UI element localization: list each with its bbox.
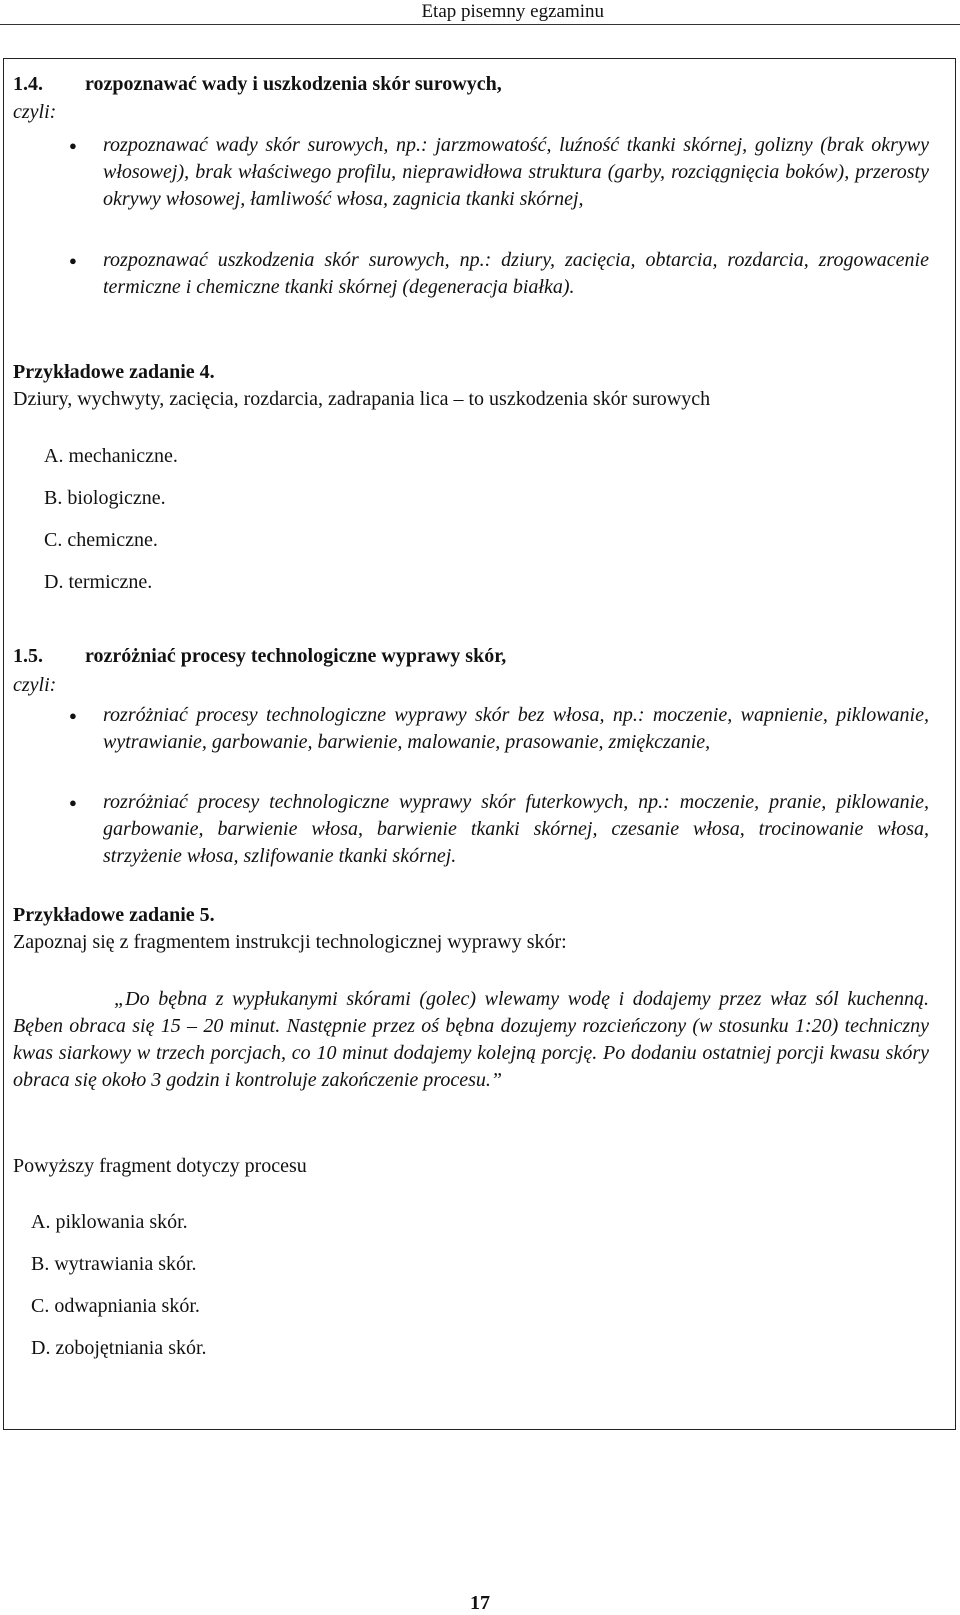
task-title: Przykładowe zadanie 4. — [13, 361, 215, 383]
answer-option — [44, 485, 166, 512]
option-letter: A. — [31, 1211, 51, 1233]
section-number: 1.5. — [13, 645, 43, 667]
answer-option — [31, 1251, 197, 1278]
option-text: chemiczne. — [67, 529, 158, 551]
bullet-icon: ● — [69, 138, 77, 153]
section-title: rozpoznawać wady i uszkodzenia skór surowych, — [85, 73, 502, 95]
bullet-icon: ● — [69, 795, 77, 810]
option-text: mechaniczne. — [68, 445, 178, 467]
answer-option — [31, 1293, 200, 1320]
option-letter: C. — [44, 529, 63, 551]
option-letter: B. — [31, 1253, 50, 1275]
bullet-text: rozpoznawać uszkodzenia skór surowych, np.: dziury, zacięcia, obtarcia, rozdarcia, zrogowacenie termiczne i chemiczne tkanki skórnej (degeneracja białka). — [103, 249, 929, 298]
bullet-icon: ● — [69, 708, 77, 723]
answer-option — [31, 1335, 207, 1362]
option-text: piklowania skór. — [55, 1211, 188, 1233]
option-text: termiczne. — [68, 571, 153, 593]
page-header — [0, 0, 960, 26]
section-title: rozróżniać procesy technologiczne wyprawy skór, — [85, 645, 507, 667]
option-letter: D. — [44, 571, 64, 593]
bullet-text: rozróżniać procesy technologiczne wyprawy skór bez włosa, np.: moczenie, wapnienie, piklowanie, wytrawianie, garbowanie, barwienie, malowanie, prasowanie, zmiękczanie, — [103, 704, 929, 753]
task-question: Powyższy fragment dotyczy procesu — [13, 1155, 307, 1177]
answer-option — [44, 527, 158, 554]
answer-option — [31, 1209, 188, 1236]
page-number: 17 — [470, 1592, 490, 1614]
instruction-quote: „Do bębna z wypłukanymi skórami (golec) wlewamy wodę i dodajemy przez właz sól kuchenną. Bęben obraca się 15 – 20 minut. Następnie przez oś bębna dozujemy rozcieńczony (w stosunku 1:20) techniczny kwas siarkowy w trzech porcjach, co 10 minut dodajemy kolejną porcję. Po dodaniu ostatniej porcji kwasu skóry obraca się około 3 godzin i kontroluje zakończenie procesu.” — [13, 988, 929, 1091]
option-text: zobojętniania skór. — [55, 1337, 207, 1359]
task-intro: Zapoznaj się z fragmentem instrukcji technologicznej wyprawy skór: — [13, 931, 567, 953]
bullet-icon: ● — [69, 253, 77, 268]
option-text: odwapniania skór. — [54, 1295, 200, 1317]
czyli-label: czyli: — [13, 674, 57, 696]
header-divider — [0, 24, 960, 25]
bullet-text: rozróżniać procesy technologiczne wyprawy skór futerkowych, np.: moczenie, pranie, piklowanie, garbowanie, barwienie włosa, barwienie tkanki skórnej, czesanie włosa, trocinowanie włosa, strzyżenie włosa, szlifowanie tkanki skórnej. — [103, 791, 929, 867]
task-question: Dziury, wychwyty, zacięcia, rozdarcia, zadrapania lica – to uszkodzenia skór surowych — [13, 388, 711, 410]
option-text: biologiczne. — [67, 487, 166, 509]
bullet-text: rozpoznawać wady skór surowych, np.: jarzmowatość, luźność tkanki skórnej, golizny (brak okrywy włosowej), brak właściwego profilu, nieprawidłowa struktura (garby, rozciągnięcia boków), przerosty okrywy włosowej, łamliwość włosa, zagnicia tkanki skórnej, — [103, 134, 929, 210]
option-letter: B. — [44, 487, 63, 509]
header-title: Etap pisemny egzaminu — [421, 1, 604, 22]
option-text: wytrawiania skór. — [54, 1253, 197, 1275]
section-number: 1.4. — [13, 73, 43, 95]
option-letter: D. — [31, 1337, 51, 1359]
task-title: Przykładowe zadanie 5. — [13, 904, 215, 926]
answer-option — [44, 569, 152, 596]
option-letter: C. — [31, 1295, 50, 1317]
answer-option — [44, 443, 178, 470]
czyli-label: czyli: — [13, 101, 57, 123]
option-letter: A. — [44, 445, 64, 467]
content-box — [3, 58, 956, 1430]
